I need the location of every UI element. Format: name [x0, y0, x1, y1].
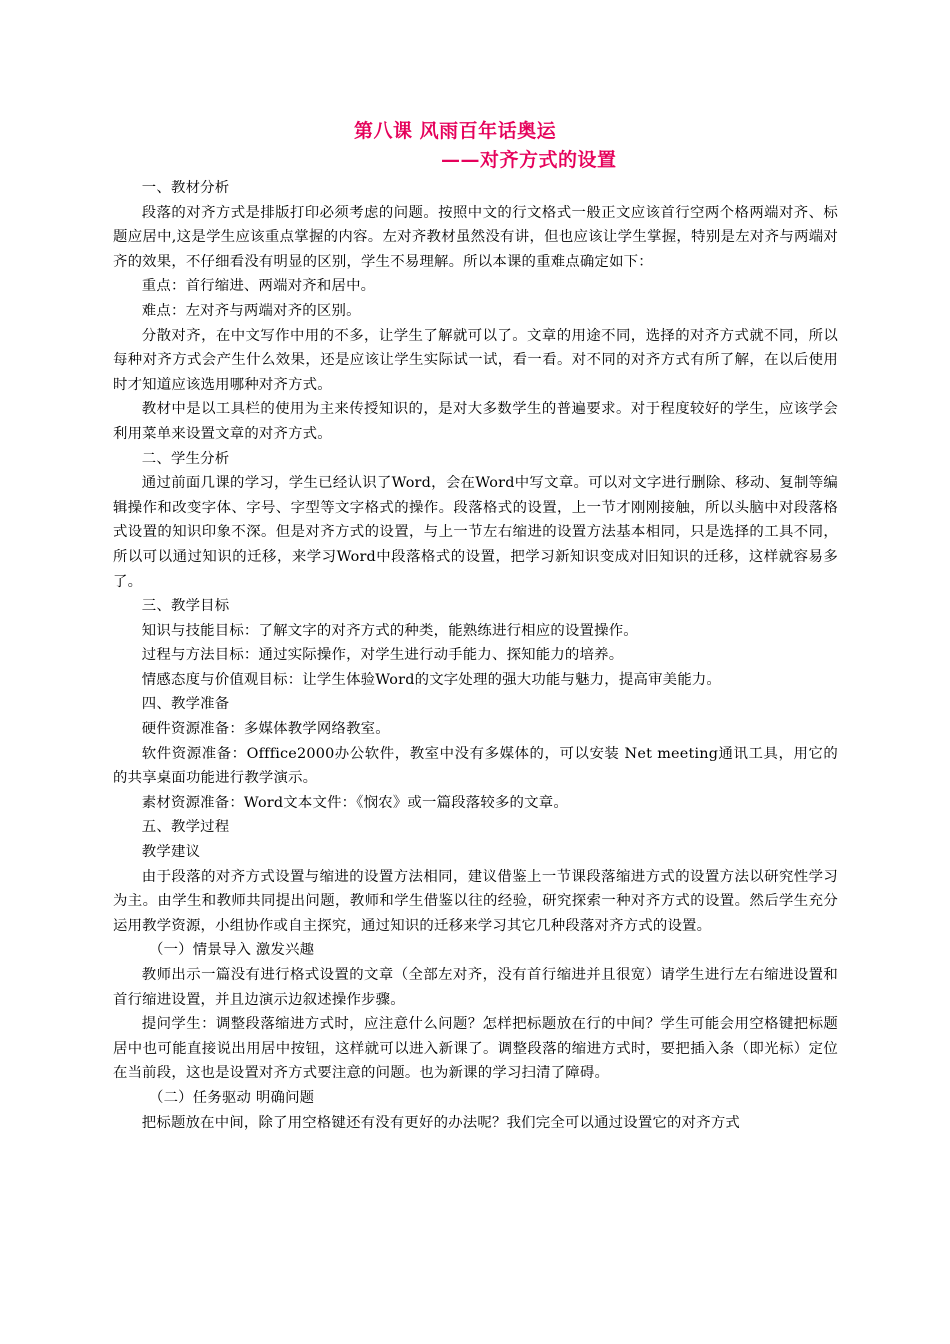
paragraph: 教师出示一篇没有进行格式设置的文章（全部左对齐，没有首行缩进并且很宽）请学生进行左右缩进设置和首行缩进设置，并且边演示边叙述操作步骤。: [113, 967, 838, 1008]
paragraph: 教材中是以工具栏的使用为主来传授知识的，是对大多数学生的普遍要求。对于程度较好的学生，应该学会利用菜单来设置文章的对齐方式。: [113, 401, 838, 442]
paragraph: 分散对齐，在中文写作中用的不多，让学生了解就可以了。文章的用途不同，选择的对齐方式就不同，所以每种对齐方式会产生什么效果，还是应该让学生实际试一试，看一看。对不同的对齐方式有所了解，在以后使用时才知道应该选用哪种对齐方式。: [113, 327, 838, 393]
paragraph: 由于段落的对齐方式设置与缩进的设置方法相同，建议借鉴上一节课段落缩进方式的设置方法以研究性学习为主。由学生和教师共同提出问题，教师和学生借鉴以往的经验，研究探索一种对齐方式的设置。然后学生充分运用教学资源，小组协作或自主探究，通过知识的迁移来学习其它几种段落对齐方式的设置。: [113, 868, 838, 934]
section-heading-2: 二、学生分析: [141, 450, 230, 467]
section-heading-5: 五、教学过程: [141, 819, 230, 836]
subsection-heading-1: （一）情景导入 激发兴趣: [149, 942, 315, 959]
document-title: 第八课 风雨百年话奥运: [354, 120, 557, 142]
paragraph: 教学建议: [141, 844, 201, 861]
paragraph: 硬件资源准备：多媒体教学网络教室。: [141, 721, 390, 738]
paragraph: 提问学生：调整段落缩进方式时，应注意什么问题？怎样把标题放在行的中间？学生可能会用空格键把标题居中也可能直接说出用居中按钮，这样就可以进入新课了。调整段落的缩进方式时，要把插入条（即光标）定位在当前段，这也是设置对齐方式要注意的问题。也为新课的学习扫清了障碍。: [113, 1016, 838, 1082]
paragraph: 软件资源准备：Offfice2000办公软件，教室中没有多媒体的，可以安装 Net meeting通讯工具，用它的的共享桌面功能进行教学演示。: [113, 745, 838, 787]
paragraph: 难点：左对齐与两端对齐的区别。: [141, 302, 361, 319]
paragraph: 通过前面几课的学习，学生已经认识了Word，会在Word中写文章。可以对文字进行删除、移动、复制等编辑操作和改变字体、字号、字型等文字格式的操作。段落格式的设置，上一节才刚刚接触，所以头脑中对段落格式设置的知识印象不深。但是对齐方式的设置，与上一节左右缩进的设置方法基本相同，只是选择的工具不同，所以可以通过知识的迁移，来学习Word中段落格式的设置，把学习新知识变成对旧知识的迁移，这样就容易多了。: [113, 475, 838, 590]
paragraph: 情感态度与价值观目标：让学生体验Word的文字处理的强大功能与魅力，提高审美能力。: [141, 671, 722, 688]
section-heading-3: 三、教学目标: [141, 598, 230, 615]
paragraph: 把标题放在中间，除了用空格键还有没有更好的办法呢？我们完全可以通过设置它的对齐方式: [141, 1114, 741, 1131]
subsection-heading-2: （二）任务驱动 明确问题: [149, 1089, 315, 1106]
section-heading-1: 一、教材分析: [141, 180, 230, 196]
document-subtitle: ——对齐方式的设置: [441, 149, 617, 171]
paragraph: 重点：首行缩进、两端对齐和居中。: [141, 278, 376, 295]
paragraph: 知识与技能目标：了解文字的对齐方式的种类，能熟练进行相应的设置操作。: [141, 622, 638, 639]
section-heading-4: 四、教学准备: [141, 696, 230, 713]
document-body: [113, 176, 838, 1135]
paragraph: 过程与方法目标：通过实际操作，对学生进行动手能力、探知能力的培养。: [141, 647, 624, 664]
paragraph: 段落的对齐方式是排版打印必须考虑的问题。按照中文的行文格式一般正文应该首行空两个格两端对齐、标题应居中,这是学生应该重点掌握的内容。左对齐教材虽然没有讲，但也应该让学生掌握，特别是左对齐与两端对齐的效果，不仔细看没有明显的区别，学生不易理解。所以本课的重难点确定如下：: [113, 204, 838, 270]
paragraph: 素材资源准备：Word文本文件：《悯农》或一篇段落较多的文章。: [141, 794, 568, 811]
